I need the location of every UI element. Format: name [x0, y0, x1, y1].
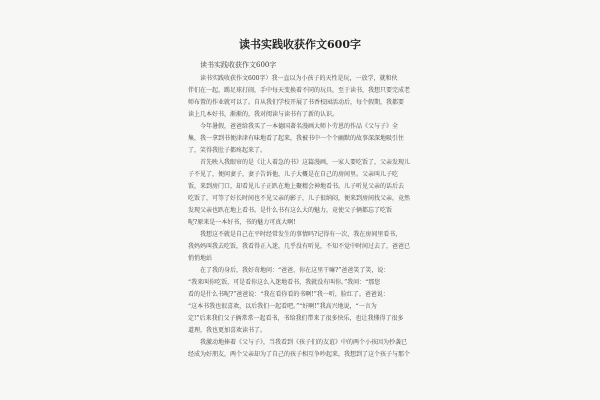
text-line: 读书实践收获作文600字）我一直以为小孩子的天性是玩，一放学，就和伙 [200, 75, 398, 82]
text-line: “我来叫你吃饭，可是看你这么入迷地看书，我就没有叫你。”我问：“那您 [188, 279, 381, 286]
text-line: 呢?原来是一本好书，书的魅力可真大啊! [188, 219, 296, 226]
document-subtitle: 读书实践收获作文600字 [200, 61, 277, 69]
text-line: 子不见了，便问妻子，妻子告诉他，儿子大概是在自己的房间里。父亲叫儿子吃 [188, 171, 399, 178]
document-title: 读书实践收获作文600字 [239, 38, 361, 51]
text-line: 集，我一拿到书便津津有味地看了起来，我被书中一个个幽默的故事深深地吸引住 [188, 135, 405, 142]
text-line: 经成为好朋友，两个父亲却为了自己的孩子相互争吵起来，我想到了这个孩子与那个 [188, 351, 411, 358]
paragraph [188, 337, 412, 361]
text-line: 我想这不就是自己在平时经常发生的事情吗?记得有一次，我在房间里看书， [200, 231, 402, 238]
document-body [188, 73, 412, 361]
paragraph [188, 229, 412, 265]
paragraph [188, 265, 412, 337]
text-line: 我妈妈叫我去吃饭，我看得正入迷，几乎没有听见，不知不觉中时间过去了，爸爸已 [188, 243, 411, 250]
text-line: 伴们在一起，踢足球打闹，手中每天变换着不同的玩具，至于读书，我想只要完成老 [188, 87, 411, 94]
text-line: 定!”后来我们父子俩常常一起看书，书给我们带来了很多快乐，也让我懂得了很多 [188, 315, 404, 322]
text-line: 饭，来到房门口，却看见儿子正趴在地上聚精会神地看书。儿子听见父亲的话后去 [188, 183, 405, 190]
text-line: 吃饭了，可等了好长时间也不见父亲的影子，儿子很纳闷，便来到房间找父亲，竟然 [188, 195, 411, 202]
text-line: 悄悄地站 [188, 255, 213, 262]
text-line: 我激动地捧着《父与子》，当我看到《孩子们的友谊》中的两个小孩因为抄袭已 [200, 339, 408, 346]
text-line: 看的是什么书呢?”爸爸说：“我在看你看的书啊!”我一听，脸红了。爸爸说： [188, 291, 389, 298]
paragraph [188, 73, 412, 121]
text-line: 在了我的身后，我好奇地问：“爸爸，你在这里干嘛?”爸爸笑了笑，说： [200, 267, 390, 274]
text-line: 发现父亲也趴在地上看书。是什么书有这么大的魅力，竟使父子俩都忘了吃饭 [188, 207, 393, 214]
text-line: 读上几本好书，渐渐的，我对阅读与读书有了新的认识。 [188, 111, 339, 118]
paragraph [188, 121, 412, 157]
text-line: 今年暑假，爸爸给我买了一本德国著名漫画大师卜劳恩的作品《父与子》全 [200, 123, 399, 130]
text-line: 首先映入我眼帘的是《让人着急的书》这篇漫画，一家人要吃饭了，父亲发现儿 [200, 159, 411, 166]
text-line: 了，笑得我肚子都疼起来了。 [188, 147, 267, 154]
paragraph [188, 157, 412, 229]
text-line: “这本书我也很喜欢，以后我们一起看吧。”“好啊!”我高兴地说，“一言为 [188, 303, 377, 310]
text-line: 师布置的作业就可以了。自从我们学校开展了书香校园活动后，每个假期，我都要 [188, 99, 405, 106]
text-line: 道理，我也更加喜欢读书了。 [188, 327, 267, 334]
